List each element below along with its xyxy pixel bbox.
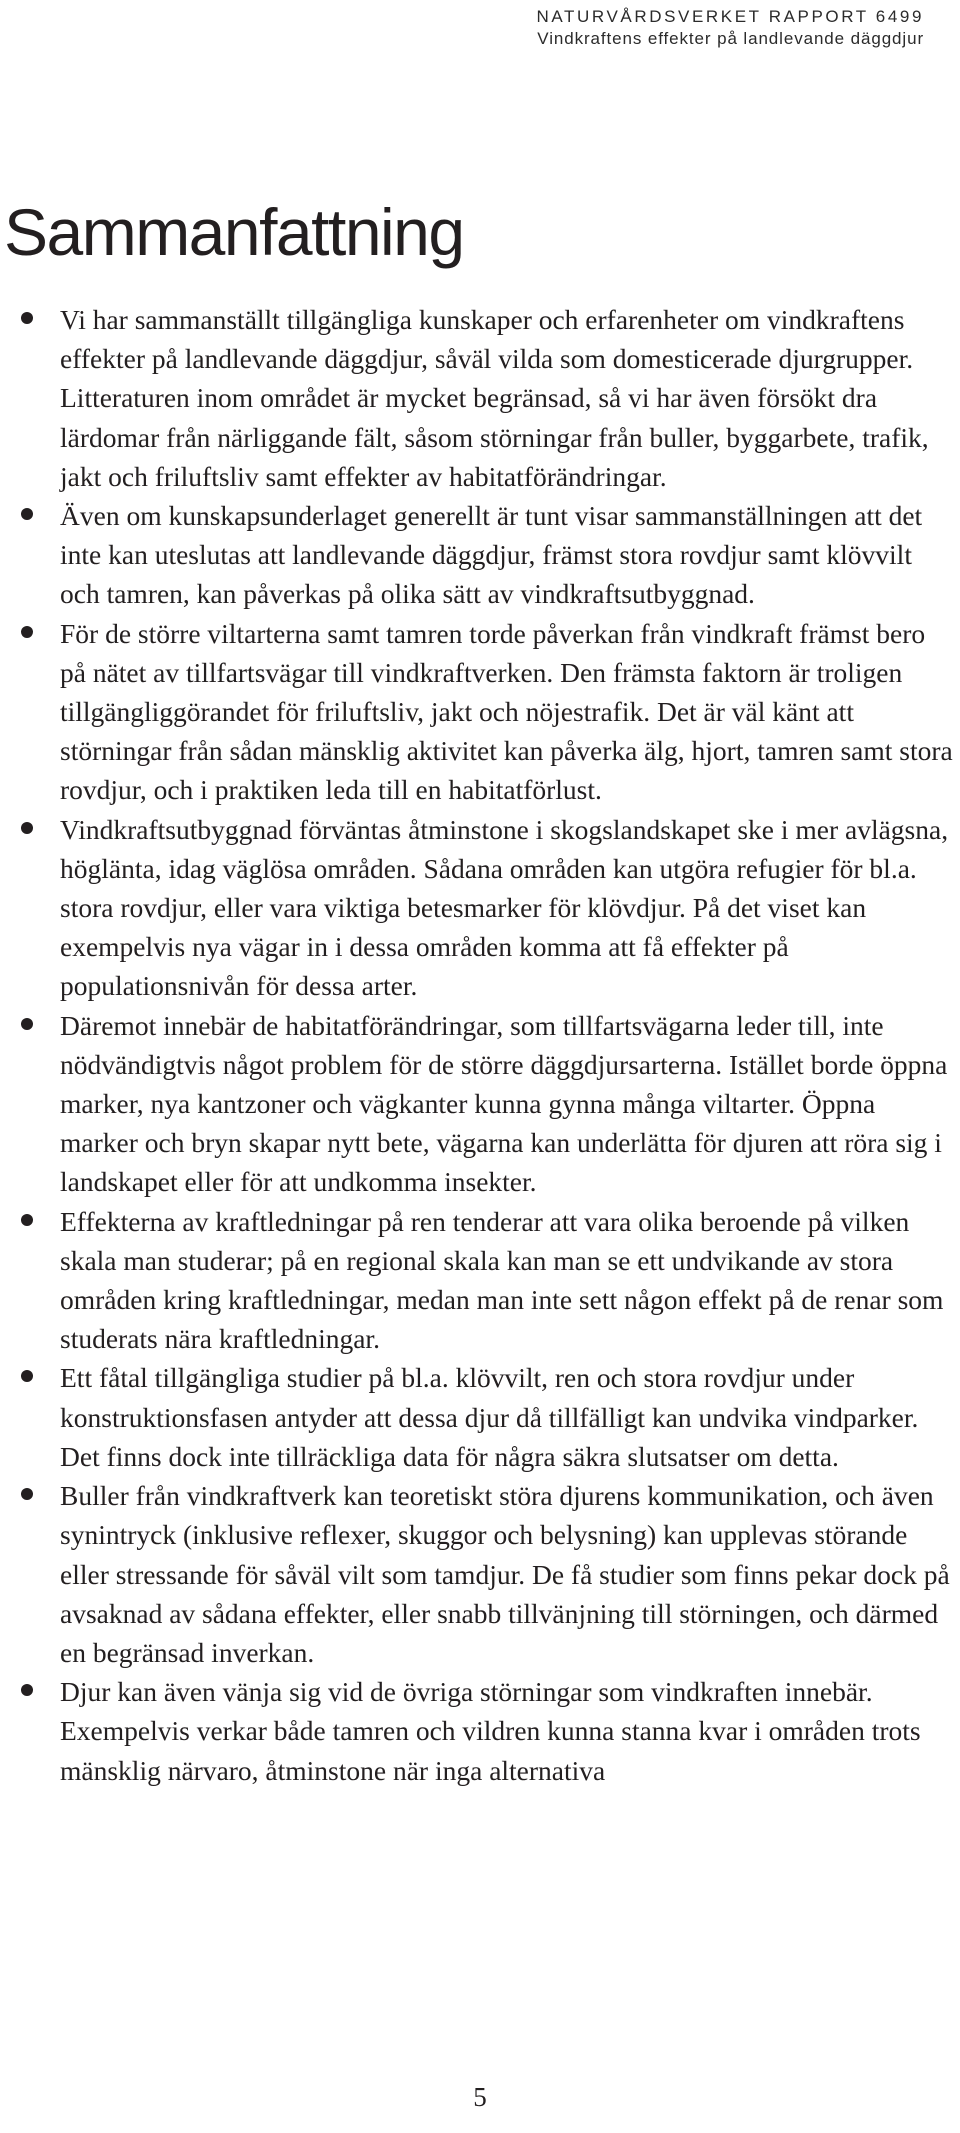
bullet-icon: [21, 1214, 33, 1226]
report-subtitle: Vindkraftens effekter på landlevande däggdjur: [537, 29, 924, 48]
list-item: [60, 496, 955, 614]
list-item-text: Däremot innebär de habitatförändringar, som tillfartsvägarna leder till, inte nödvändigtvis något problem för de större däggdjursarterna. Istället borde öppna marker, nya kantzoner och vägkanter kunna gynna många viltarter. Öppna marker och bryn skapar nytt bete, vägarna kan underlätta för djuren att röra sig i landskapet eller för att undkomma insekter.: [60, 1009, 948, 1198]
list-item-text: Djur kan även vänja sig vid de övriga störningar som vindkraften innebär. Exempelvis verkar både tamren och vildren kunna stanna kvar i områden trots mänsklig närvaro, åtminstone när inga alternativa: [60, 1676, 921, 1786]
bullet-icon: [21, 822, 33, 834]
page-title: Sammanfattning: [4, 195, 464, 269]
list-item: [60, 1006, 955, 1202]
bullet-icon: [21, 1370, 33, 1382]
list-item-text: Även om kunskapsunderlaget generellt är tunt visar sammanställningen att det inte kan uteslutas att landlevande däggdjur, främst stora rovdjur samt klövvilt och tamren, kan påverkas på olika sätt av vindkraftsutbyggnad.: [60, 500, 923, 610]
list-item-text: Ett fåtal tillgängliga studier på bl.a. klövvilt, ren och stora rovdjur under konstruktionsfasen antyder att dessa djur då tillfälligt kan undvika vindparker. Det finns dock inte tillräckliga data för några säkra slutsatser om detta.: [60, 1362, 919, 1472]
bullet-icon: [21, 312, 33, 324]
bullet-icon: [21, 508, 33, 520]
list-item: [60, 1476, 955, 1672]
bullet-icon: [21, 1684, 33, 1696]
list-item-text: Effekterna av kraftledningar på ren tenderar att vara olika beroende på vilken skala man studerar; på en regional skala kan man se ett undvikande av stora områden kring kraftledningar, medan man inte sett någon effekt på de renar som studerats nära kraftledningar.: [60, 1205, 944, 1355]
list-item-text: Vindkraftsutbyggnad förväntas åtminstone i skogslandskapet ske i mer avlägsna, höglänta, idag väglösa områden. Sådana områden kan utgöra refugier för bl.a. stora rovdjur, eller vara viktiga betesmarker för klövdjur. På det viset kan exempelvis nya vägar in i dessa områden komma att få effekter på populationsnivån för dessa arter.: [60, 813, 949, 1002]
list-item-text: Buller från vindkraftverk kan teoretiskt störa djurens kommunikation, och även synintryck (inklusive reflexer, skuggor och belysning) kan upplevas störande eller stressande för såväl vilt som tamdjur. De få studier som finns pekar dock på avsaknad av sådana effekter, eller snabb tillvänjning till störningen, och därmed en begränsad inverkan.: [60, 1480, 950, 1668]
list-item: [60, 1672, 955, 1790]
summary-list: [60, 300, 955, 1790]
list-item: [60, 1202, 955, 1359]
list-item: [60, 1358, 955, 1476]
running-header: [537, 6, 925, 50]
bullet-icon: [21, 626, 33, 638]
list-item: [60, 614, 955, 810]
list-item: [60, 810, 955, 1006]
list-item-text: Vi har sammanställt tillgängliga kunskaper och erfarenheter om vindkraftens effekter på landlevande däggdjur, såväl vilda som domesticerade djurgrupper. Litteraturen inom området är mycket begränsad, så vi har även försökt dra lärdomar från närliggande fält, såsom störningar från buller, byggarbete, trafik, jakt och friluftsliv samt effekter av habitatförändringar.: [60, 304, 929, 492]
page-number: 5: [473, 2082, 487, 2112]
bullet-icon: [21, 1488, 33, 1500]
bullet-icon: [21, 1018, 33, 1030]
list-item: [60, 300, 955, 496]
list-item-text: För de större viltarterna samt tamren torde påverkan från vindkraft främst bero på nätet av tillfartsvägar till vindkraftverken. Den främsta faktorn är troligen tillgängliggörandet för friluftsliv, jakt och nöjestrafik. Det är väl känt att störningar från sådan mänsklig aktivitet kan påverka älg, hjort, tamren samt stora rovdjur, och i praktiken leda till en habitatförlust.: [60, 617, 953, 806]
report-series: NATURVÅRDSVERKET RAPPORT 6499: [536, 7, 924, 26]
